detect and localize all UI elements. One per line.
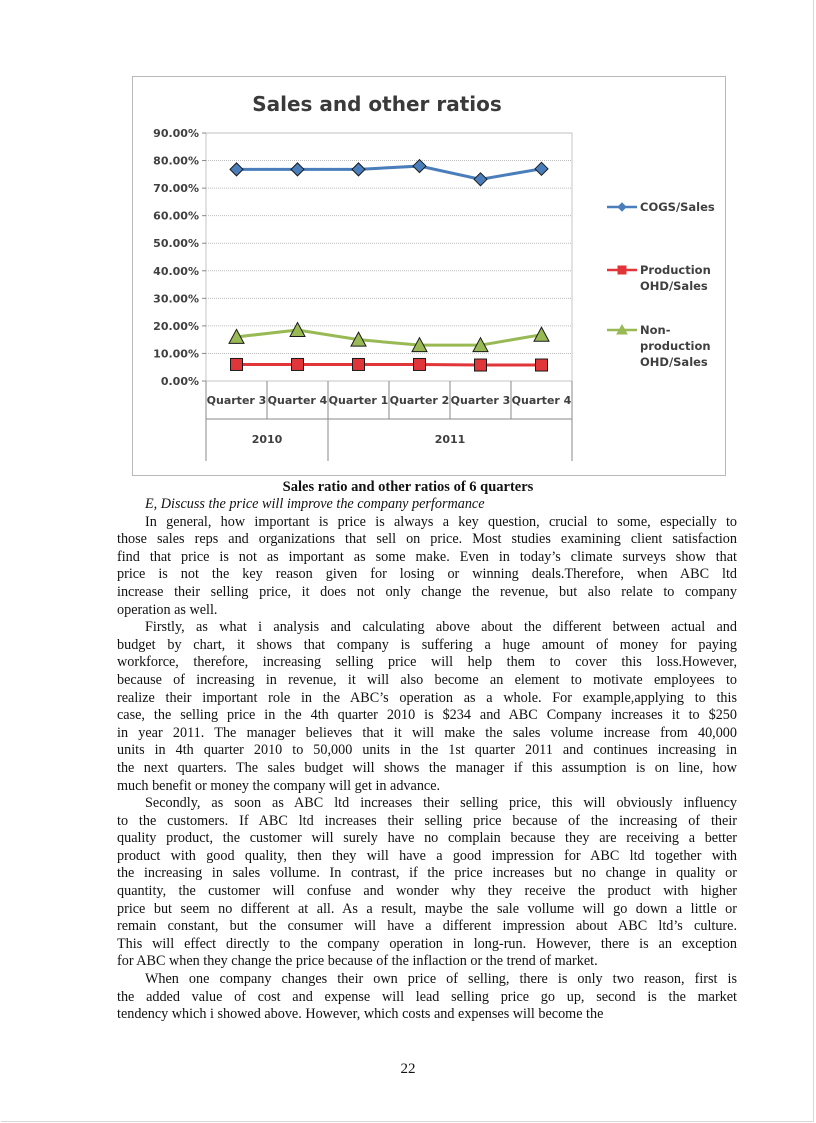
text-line: realize their important role in the ABC’s operation as a whole. For example,applying to this (117, 689, 737, 706)
chart-caption: Sales ratio and other ratios of 6 quarters (282, 479, 534, 495)
line-chart (133, 77, 725, 475)
data-point (413, 160, 426, 173)
x-tick-label: Quarter 1 (328, 394, 389, 407)
text-line: find that price is not as important as some make. Even in today’s climate surveys show that (117, 548, 737, 565)
text-line: remain constant, but the consumer will have a different impression about ABC ltd’s culture. (117, 918, 737, 935)
text-line: tendency which i showed above. However, which costs and expenses will become the (117, 1006, 604, 1023)
x-tick-label: Quarter 4 (511, 394, 572, 407)
data-point (353, 358, 365, 370)
data-point (352, 163, 365, 176)
x-group-label: 2011 (434, 433, 466, 446)
legend-label: COGS/Sales (640, 200, 715, 214)
text-line: price is not the key reason given for losing or winning deals.Therefore, when ABC ltd (117, 566, 737, 583)
y-tick-label: 60.00% (153, 209, 199, 223)
text-line: workforce, therefore, increasing selling price will help them to cover this loss.However, (117, 654, 737, 671)
text-line: operation as well. (117, 601, 218, 618)
text-line: the increasing in sales vollume. In contrast, if the price increases but no change in quality or (117, 865, 737, 882)
series-line-1 (237, 364, 542, 365)
text-line: increase their selling price, it does not only change the revenue, but also relate to company (117, 583, 737, 600)
page-number: 22 (400, 1061, 416, 1077)
legend-marker (618, 266, 626, 274)
paragraphs (117, 514, 737, 1024)
text-line: budget by chart, it shows that company is suffering a huge amount of money for paying (117, 636, 737, 653)
text-line: When one company changes their own price of selling, there is only two reason, first is (145, 971, 737, 988)
text-line: price but seem no different at all. As a result, maybe the sale vollume will go down a little or (117, 900, 737, 917)
text-line: much benefit or money the company will get in advance. (117, 777, 441, 794)
text-line: This will effect directly to the company operation in long-run. However, there is an exception (117, 935, 737, 952)
data-point (475, 359, 487, 371)
text-line: In general, how important is price is always a key question, crucial to some, especially to (145, 513, 737, 530)
data-point (474, 173, 487, 186)
legend-label: production (640, 339, 711, 353)
text-line: Secondly, as soon as ABC ltd increases their selling price, this will obviously influency (145, 795, 737, 812)
text-line: because of increasing in revenue, it will also become an element to motivate employees to (117, 671, 737, 688)
data-point (536, 359, 548, 371)
y-tick-label: 70.00% (153, 182, 199, 196)
chart-title: Sales and other ratios (252, 92, 502, 116)
text-line: the added value of cost and expense will lead selling price go up, second is the market (117, 988, 737, 1005)
data-point (230, 163, 243, 176)
x-tick-label: Quarter 2 (389, 394, 450, 407)
y-tick-label: 10.00% (153, 347, 199, 361)
y-tick-label: 50.00% (153, 237, 199, 251)
x-tick-label: Quarter 3 (450, 394, 511, 407)
text-line: units in 4th quarter 2010 to 50,000 units in the 1st quarter 2011 and continues increasing in (117, 742, 737, 759)
chart-frame (132, 76, 726, 476)
paragraph (117, 619, 737, 795)
data-point (231, 358, 243, 370)
data-point (414, 358, 426, 370)
y-tick-label: 90.00% (153, 127, 199, 140)
y-tick-label: 80.00% (153, 154, 199, 168)
paragraph (117, 795, 737, 971)
text-line: in year 2011. The manager believes that it will make the sales volume increase from 40,000 (117, 724, 737, 741)
legend-label: OHD/Sales (640, 279, 708, 293)
text-line: to the customers. If ABC ltd increases their selling price because of the increasing of their (117, 812, 737, 829)
body-text (117, 496, 737, 1024)
y-tick-label: 0.00% (160, 375, 199, 388)
paragraph (117, 971, 737, 1024)
legend-label: Production (640, 263, 711, 277)
paragraph (117, 514, 737, 620)
x-tick-label: Quarter 3 (206, 394, 267, 407)
series-line-0 (237, 166, 542, 179)
section-heading: E, Discuss the price will improve the company performance (145, 496, 485, 512)
text-line: case, the selling price in the 4th quarter 2010 is $234 and ABC Company increases it to $250 (117, 707, 737, 724)
text-line: the next quarters. The sales budget will shows the manager if this assumption is on line, how (117, 759, 737, 776)
data-point (292, 358, 304, 370)
text-line: those sales reps and organizations that sell on price. Most studies examining client satisfaction (117, 531, 737, 548)
text-line: for ABC when they change the price because of the inflaction or the trend of market. (117, 953, 598, 970)
y-tick-label: 20.00% (153, 319, 199, 333)
y-tick-label: 40.00% (153, 264, 199, 278)
x-tick-label: Quarter 4 (267, 394, 328, 407)
text-line: product with good quality, then they will have a good impression for ABC ltd together with (117, 847, 737, 864)
x-group-label: 2010 (251, 433, 283, 446)
legend-label: OHD/Sales (640, 355, 708, 369)
data-point (291, 163, 304, 176)
legend-label: Non- (640, 323, 671, 337)
legend-marker (618, 203, 626, 211)
text-line: quantity, the customer will confuse and wonder why they receive the product with higher (117, 883, 737, 900)
series-line-2 (237, 330, 542, 345)
y-tick-label: 30.00% (153, 292, 199, 306)
text-line: quality product, the customer will surely have no complain because they are receiving a better (117, 830, 737, 847)
data-point (535, 162, 548, 175)
text-line: Firstly, as what i analysis and calculating above about the different between actual and (145, 619, 737, 636)
